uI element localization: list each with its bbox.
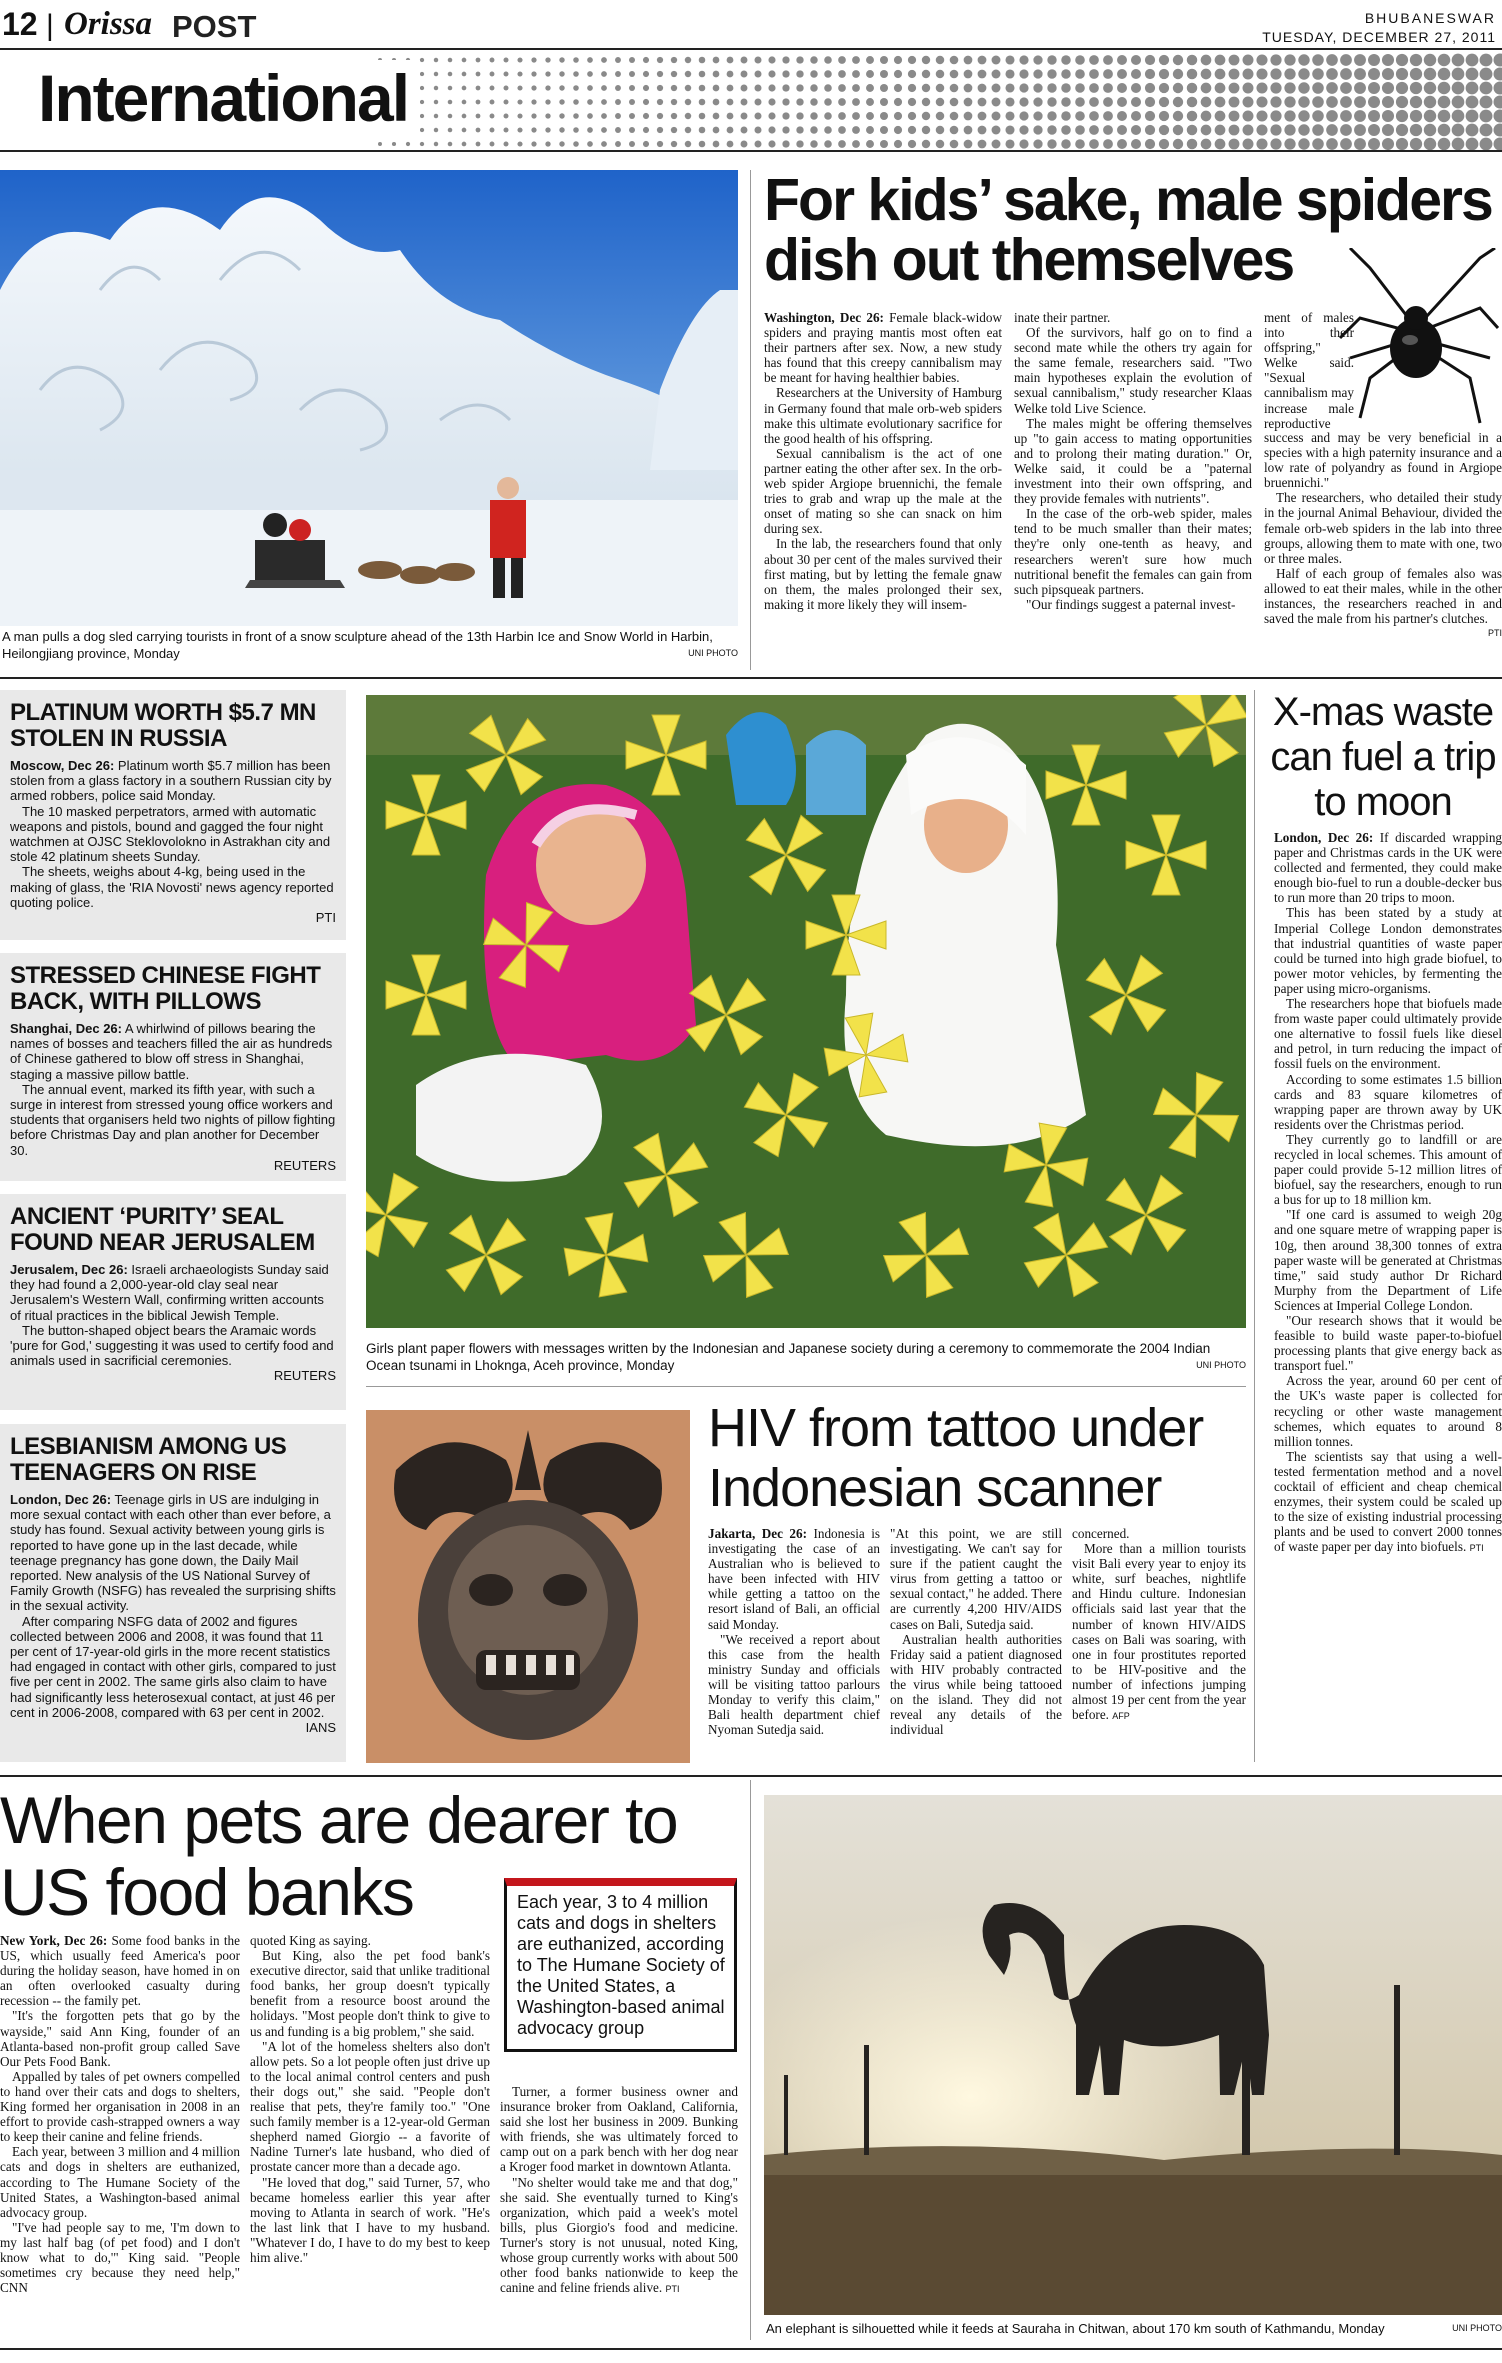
spider-para: Of the survivors, half go on to find a second mate while the others try again for the same female, researchers said. "Two main hypotheses explain the evolution of sexual cannibalism," study researcher Klaas Welke told Live Science.: [1014, 325, 1252, 416]
photo-credit: UNI PHOTO: [688, 648, 738, 658]
spider-column-1: [764, 310, 1002, 612]
pets-column-1: [0, 1933, 240, 2295]
brief-headline: PLATINUM WORTH $5.7 MN STOLEN IN RUSSIA: [10, 699, 316, 752]
pets-para: Appalled by tales of pet owners compelled to hand over their cats and dogs to shelters, King formed her organisation in 2008 in an effort to provide cash-strapped owners a way to keep their canine and feline friends.: [0, 2068, 240, 2145]
brief-headline: LESBIANISM AMONG US TEENAGERS ON RISE: [10, 1433, 287, 1486]
brief-platinum: [0, 690, 346, 940]
story-credit: PTI: [665, 2284, 680, 2295]
xmas-para: "Our research shows that it would be feasible to build waste paper-to-biofuel processing plants that give energy back as transport fuel.": [1274, 1313, 1502, 1374]
xmas-para: The scientists say that using a well-tested fermentation method and a novel cocktail of efficient and cheap chemical enzymes, their system could be scaled up to the size of existing industrial processing plants and be used to convert 2000 tonnes of waste paper per day into biofuels. PTI: [1274, 1448, 1502, 1555]
brief-para: The 10 masked perpetrators, armed with automatic weapons and pistols, bound and gagged the four night watchmen at OJSC Steklovolokno in Astrakhan city and stole 42 platinum sheets Sunday.: [10, 803, 331, 865]
pets-pullquote: Each year, 3 to 4 million cats and dogs in shelters are euthanized, according to The Humane Society of the United States, a Washington-based animal advocacy group: [504, 1878, 737, 2052]
pets-para: quoted King as saying.: [250, 1933, 371, 1948]
spider-para: Sexual cannibalism is the act of one partner eating the other after sex. In the orb-web spider Argiope bruennichi, the female tries to grab and wrap up the male at the onset of mating so she can snack on him during sex.: [764, 445, 1002, 537]
pets-column-2: [250, 1933, 490, 2265]
spider-para: Washington, Dec 26: Female black-widow spiders and praying mantis most often eat their partners after sex. Now, a new study has found that this creepy cannibalism may be meant for having healthier babies.: [764, 310, 1002, 386]
pets-para: Turner, a former business owner and insurance broker from Oakland, California, said she lost her business in 2009. Bunking with friends, she was ultimately forced to camp out on a park bench with her dog near a Kroger food market in downtown Atlanta.: [500, 2084, 738, 2175]
spider-para: success and may be very beneficial in a species with a high paternity insurance and a low rate of polyandry as found in Argiope bruennichi.": [1264, 430, 1502, 491]
hiv-para: concerned.: [1072, 1526, 1130, 1541]
photo-credit: UNI PHOTO: [1196, 1360, 1246, 1370]
pets-para: "It's the forgotten pets that go by the wayside," said Ann King, founder of an Atlanta-based non-profit group called Save Our Pets Food Bank.: [0, 2008, 240, 2069]
spider-para: inate their partner.: [1014, 310, 1111, 325]
brief-para: Jerusalem, Dec 26: Israeli archaeologists Sunday said they had found a 2,000-year-old clay seal near Jerusalem's Western Wall, confirming written accounts of ritual practices in the biblical Jewish Temple.: [10, 1262, 329, 1323]
bottom-rule: [0, 2348, 1502, 2350]
pets-para: New York, Dec 26: Some food banks in the US, which usually feed America's poor during the holiday season, have homed in on an often overlooked casualty during recession -- the family pet.: [0, 1933, 241, 2009]
snow-sculpture-photo: [0, 170, 738, 626]
paper-flowers-photo: [366, 695, 1246, 1328]
spider-para: In the case of the orb-web spider, males tend to be much smaller than their mates; they're only one-tenth as heavy, and researchers weren't sure how much nutritional benefit the females can gain from such pipsqueak partners.: [1014, 506, 1252, 597]
pets-headline: When pets are dearer to US food banks: [0, 1783, 678, 1929]
pets-column-3: [500, 2084, 738, 2297]
brief-pillows: [0, 953, 346, 1181]
dateline: Washington, Dec 26:: [764, 310, 884, 325]
pets-para: "He loved that dog," said Turner, 57, who became homeless earlier this year after moving to Atlanta in search of work. "He's the last link that I have to my husband. "Whatever I do, I have to do my best to keep him alive.": [250, 2174, 490, 2265]
column-rule: [750, 170, 751, 670]
section-title: International: [34, 60, 420, 136]
elephant-photo: [764, 1795, 1502, 2315]
xmas-para: According to some estimates 1.5 billion cards and 83 square kilometres of wrapping paper are thrown away by UK residents over the Christmas period.: [1274, 1071, 1502, 1132]
brief-credit: PTI: [315, 910, 336, 926]
spider-column-3: [1264, 430, 1502, 641]
story-credit: AFP: [1112, 1711, 1130, 1722]
brief-para: Shanghai, Dec 26: A whirlwind of pillows bearing the names of bosses and teachers filled the air as hundreds of Chinese gathered to blow off stress in Shanghai, staging a massive pillow battle.: [10, 1021, 333, 1082]
brief-teenagers: [0, 1424, 346, 1762]
pets-para: But King, also the pet food bank's executive director, said that unlike traditional food banks, her group doesn't typically benefit from a resource boost around the holidays. "Most people don't think to give to us and funding is a big problem," she said.: [250, 1948, 490, 2039]
masthead: [0, 0, 1502, 50]
brief-para: The annual event, marked its fifth year, with such a surge in interest from stressed young office workers and students that organisers held two nights of pillow fighting before Christmas Day and plan another for December 30.: [10, 1081, 336, 1158]
spider-column-3-wrap: ment of males into their offspring," Welke said. "Sexual cannibalism may increase male reproductive: [1264, 310, 1354, 431]
story-credit: PTI: [1487, 628, 1502, 639]
section-rule: [0, 677, 1502, 679]
photo-credit: UNI PHOTO: [1452, 2323, 1502, 2333]
brief-para: London, Dec 26: Teenage girls in US are indulging in more sexual contact with each other than ever before, a study has found. Sexual activity between young girls is reported to have gone up in the last decade, while teenage pregnancy has gone down, the Daily Mail reported. New analysis of the US National Survey of Family Growth (NSFG) has revealed the surprising shifts in the sexual activity.: [10, 1492, 336, 1614]
brief-headline: ANCIENT ‘PURITY’ SEAL FOUND NEAR JERUSALEM: [10, 1203, 315, 1256]
paper-logo-italic: Orissa: [64, 6, 153, 42]
brief-para: Moscow, Dec 26: Platinum worth $5.7 million has been stolen from a glass factory in a southern Russian city by armed robbers, police said Monday.: [10, 758, 332, 804]
xmas-para: London, Dec 26: If discarded wrapping paper and Christmas cards in the UK were collected and fermented, they could make enough bio-fuel to run a double-decker bus to run more than 20 trips to moon.: [1274, 830, 1502, 906]
xmas-para: "If one card is assumed to weigh 20g and one square metre of wrapping paper is 10g, then around 38,300 tonnes of extra paper waste will be generated at Christmas time," said study author Dr Richard Murphy from the Department of Life Sciences at Imperial College London.: [1274, 1207, 1502, 1313]
xmas-para: They currently go to landfill or are recycled in local schemes. This amount of paper could provide 5-12 million litres of biofuel, say the researchers, enough to run a bus for up to 18 million km.: [1274, 1131, 1502, 1208]
hiv-column-2: [890, 1526, 1062, 1737]
brief-para: After comparing NSFG data of 2002 and figures collected between 2006 and 2008, it was found that 11 per cent of 17-year-old girls in the more recent statistics had engaged in contact with other girls, compared to just five per cent in 2002. The same girls also claim to have had significantly less heterosexual contact, at just 46 per cent in 2006-2008, compared with 63 per cent in 2002.: [10, 1613, 336, 1720]
hiv-para: Australian health authorities Friday said a patient diagnosed with HIV probably contracted the virus while being tattooed on the island. They did not reveal any details of the individual: [890, 1631, 1062, 1738]
xmas-headline: X-mas waste can fuel a trip to moon: [1270, 690, 1496, 824]
pets-para: "I've had people say to me, 'I'm down to my last half bag (of pet food) and I don't know what to do,'" King said. "People sometimes cry because they need help," CNN: [0, 2219, 240, 2296]
hiv-column-1: [708, 1526, 880, 1737]
spider-para: The males might be offering themselves up "to gain access to mating opportunities and to prolong their mating duration." Or, Welke said, it could be a "paternal investment into their own offspring, and they provide females with nutrients".: [1014, 415, 1252, 507]
edition-date: TUESDAY, DECEMBER 27, 2011: [1262, 29, 1496, 45]
spider-icon: [1330, 248, 1502, 428]
column-rule: [1254, 690, 1255, 1762]
paper-logo-bold: POST: [172, 9, 257, 44]
section-rule: [0, 1775, 1502, 1777]
pets-para: "No shelter would take me and that dog," she said. She eventually turned to King's organization, which paid a week's motel bills, plus Giorgio's food and medicine. Turner's story is not unusual, noted King, whose group currently works with about 500 other food banks nationwide to keep the canine and feline friends alive. PTI: [500, 2174, 738, 2296]
hiv-column-3: [1072, 1526, 1246, 1724]
spider-para: Researchers at the University of Hamburg in Germany found that male orb-web spiders make this ultimate evolutionary sacrifice for the good health of his offspring.: [764, 385, 1002, 446]
xmas-para: This has been stated by a study at Imperial College London demonstrates that industrial quantities of waste paper could be turned into high grade biofuel, to power motor vehicles, by fermenting the paper using micro-organisms.: [1274, 905, 1502, 996]
flowers-photo-caption: [366, 1340, 1246, 1374]
pets-para: Each year, between 3 million and 4 million cats and dogs in shelters are euthanized, according to The Humane Society of the United States, a Washington-based animal advocacy group.: [0, 2144, 240, 2220]
hiv-para: Jakarta, Dec 26: Indonesia is investigating the case of an Australian who is believed to have been infected with HIV while getting a tattoo on the resort island of Bali, an official said Monday.: [708, 1526, 880, 1632]
masthead-separator: |: [46, 9, 54, 42]
story-credit: PTI: [1469, 1543, 1484, 1554]
hiv-para: "At this point, we are still investigating. We can't say for sure if the patient caught the virus from getting a tattoo or sexual contact," he added. There are currently 4,200 HIV/AIDS cases on Bali, Sutedja said.: [890, 1526, 1062, 1632]
xmas-para: The researchers hope that biofuels made from waste paper could ultimately provide one alternative to fossil fuels like diesel and petrol, in turn reducing the impact of fossil fuels on the environment.: [1274, 996, 1502, 1072]
tattoo-photo: [366, 1410, 690, 1763]
brief-credit: REUTERS: [273, 1368, 336, 1384]
spider-para: Half of each group of females also was allowed to eat their males, while in the other instances, the researchers reached in and saved the male from his partner's clutches.: [1264, 565, 1502, 627]
brief-credit: IANS: [305, 1720, 336, 1736]
elephant-photo-caption: [766, 2320, 1502, 2337]
story-rule: [366, 1386, 1246, 1387]
caption-text: An elephant is silhouetted while it feeds at Sauraha in Chitwan, about 170 km south of Kathmandu, Monday: [766, 2321, 1385, 2336]
spider-para: The researchers, who detailed their study in the journal Animal Behaviour, divided the female orb-web spiders in the lab into three groups, allowing them to mate with one, two or three males.: [1264, 490, 1502, 566]
spider-para: "Our findings suggest a paternal invest-: [1026, 596, 1236, 612]
brief-para: The button-shaped object bears the Aramaic words 'pure for God,' suggesting it was used to certify food and animals used in sacrificial ceremonies.: [10, 1322, 334, 1369]
hiv-headline: HIV from tattoo under Indonesian scanner: [708, 1398, 1204, 1518]
column-rule: [750, 1780, 751, 2340]
section-banner: [0, 52, 1502, 152]
xmas-para: Across the year, around 60 per cent of the UK's waste paper is collected for recycling or other waste management schemes, which equates to around 8 million tonnes.: [1274, 1373, 1502, 1449]
brief-credit: REUTERS: [273, 1157, 336, 1173]
brief-para: The sheets, weighs about 4-kg, being used in the making of glass, the 'RIA Novosti' news agency reported quoting police.: [10, 864, 334, 910]
brief-seal: [0, 1194, 346, 1410]
spider-column-2: [1014, 310, 1252, 612]
page-number: 12: [2, 6, 38, 42]
spider-headline: For kids’ sake, male spiders dish out themselves: [764, 167, 1492, 293]
xmas-column: [1274, 830, 1502, 1557]
edition-city: BHUBANESWAR: [1364, 10, 1496, 26]
hiv-para: "We received a report about this case from the health ministry Sunday and officials will be visiting tattoo parlours Monday to verify this claim," Bali health department chief Nyoman Sutedja said.: [708, 1631, 880, 1738]
brief-headline: STRESSED CHINESE FIGHT BACK, WITH PILLOWS: [10, 962, 321, 1015]
caption-text: A man pulls a dog sled carrying tourists in front of a snow sculpture ahead of the 13th Harbin Ice and Snow World in Harbin, Heilongjiang province, Monday: [2, 629, 713, 661]
hiv-para: More than a million tourists visit Bali every year to enjoy its white, surf beaches, nightlife and Hindu culture. Indonesian officials said last year that the number of known HIV/AIDS cases on Bali was soaring, with one in four prostitutes reported to be HIV-positive and the number of infections jumping almost 19 per cent from the year before. AFP: [1072, 1541, 1246, 1723]
pets-para: "A lot of the homeless shelters also don't allow pets. So a lot people often just drive up to the local animal control centers and push their dogs out," she said. "People don't realise that pets, they're family too." "One such family member is a 12-year-old German shepherd named Giorgio -- a favorite of Nadine Turner's late husband, who died of prostate cancer more than a decade ago.: [250, 2038, 490, 2175]
spider-para: In the lab, the researchers found that only about 30 per cent of the males survived their first mating, but by letting the female gnaw on them, the males prolonged their sex, making it more likely they will insem-: [764, 536, 1002, 612]
snow-photo-caption: [2, 628, 738, 662]
caption-text: Girls plant paper flowers with messages written by the Indonesian and Japanese society during a ceremony to commemorate the 2004 Indian Ocean tsunami in Lhoknga, Aceh province, Monday: [366, 1341, 1211, 1373]
